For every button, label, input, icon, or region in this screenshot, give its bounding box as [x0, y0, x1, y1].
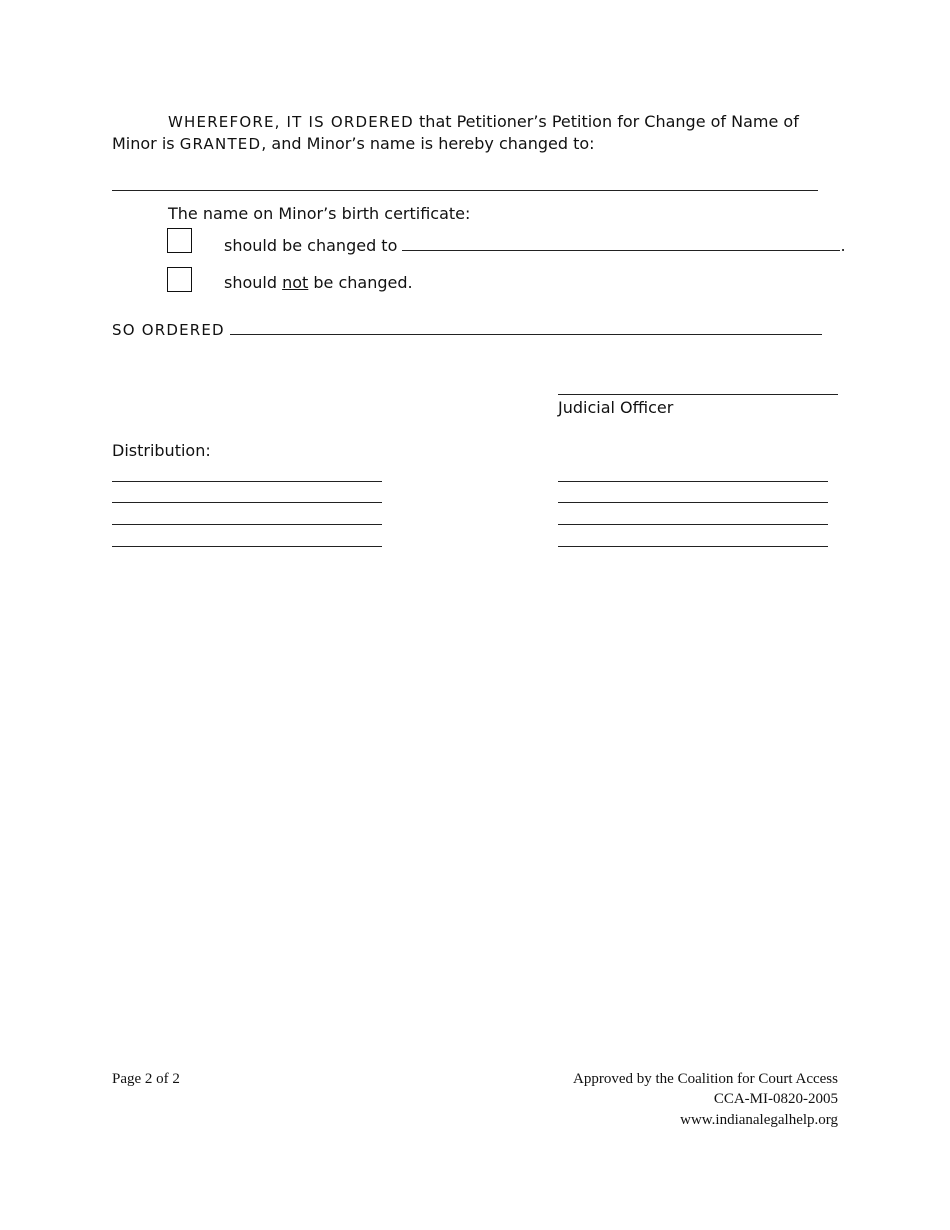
- distribution-line-left-1[interactable]: [112, 467, 382, 486]
- form-id: CCA-MI-0820-2005: [713, 1091, 838, 1107]
- distribution-line-right-3[interactable]: [558, 510, 828, 529]
- birth-certificate-heading: The name on Minor’s birth certificate:: [168, 204, 471, 223]
- website-text: www.indianalegalhelp.org: [680, 1112, 838, 1128]
- option-change-row: [224, 236, 846, 255]
- distribution-line-left-3[interactable]: [112, 510, 382, 529]
- distribution-line-left-4[interactable]: [112, 532, 382, 551]
- distribution-line-right-4[interactable]: [558, 532, 828, 551]
- judicial-officer-signature-field[interactable]: [558, 380, 838, 399]
- option-no-change-prefix: should: [224, 273, 283, 292]
- option-no-change-suffix: be changed.: [308, 273, 413, 292]
- so-ordered-row: [112, 320, 822, 339]
- granted-text: GRANTED: [179, 135, 262, 153]
- option-no-change-emphasis: not: [282, 273, 309, 292]
- so-ordered-date-line[interactable]: [230, 320, 822, 335]
- distribution-line-right-1[interactable]: [558, 467, 828, 486]
- order-text-1: that Petitioner’s Petition for Change of Name of: [413, 112, 799, 131]
- page-number: Page 2 of 2: [112, 1071, 180, 1087]
- distribution-line-left-2[interactable]: [112, 488, 382, 507]
- option-change-label: should be changed to: [224, 236, 398, 255]
- order-line-1: [168, 112, 799, 131]
- judicial-officer-label: Judicial Officer: [558, 398, 674, 417]
- distribution-label: Distribution:: [112, 441, 211, 460]
- distribution-line-right-2[interactable]: [558, 488, 828, 507]
- order-line-2: [112, 134, 595, 153]
- new-name-blank-line: [112, 176, 818, 191]
- so-ordered-label: SO ORDERED: [112, 321, 225, 339]
- option-change-period: .: [840, 236, 846, 255]
- change-birth-certificate-checkbox[interactable]: [167, 228, 192, 253]
- minor-is-text: Minor is: [112, 134, 180, 153]
- wherefore-clause: WHEREFORE, IT IS ORDERED: [168, 113, 414, 131]
- option-no-change-row: [224, 273, 413, 292]
- approval-text: Approved by the Coalition for Court Access: [573, 1071, 838, 1087]
- signature-line: [558, 380, 838, 395]
- do-not-change-birth-certificate-checkbox[interactable]: [167, 267, 192, 292]
- order-text-2: , and Minor’s name is hereby changed to:: [261, 134, 595, 153]
- birth-certificate-new-name-line[interactable]: [402, 236, 840, 251]
- new-name-field[interactable]: [112, 176, 818, 195]
